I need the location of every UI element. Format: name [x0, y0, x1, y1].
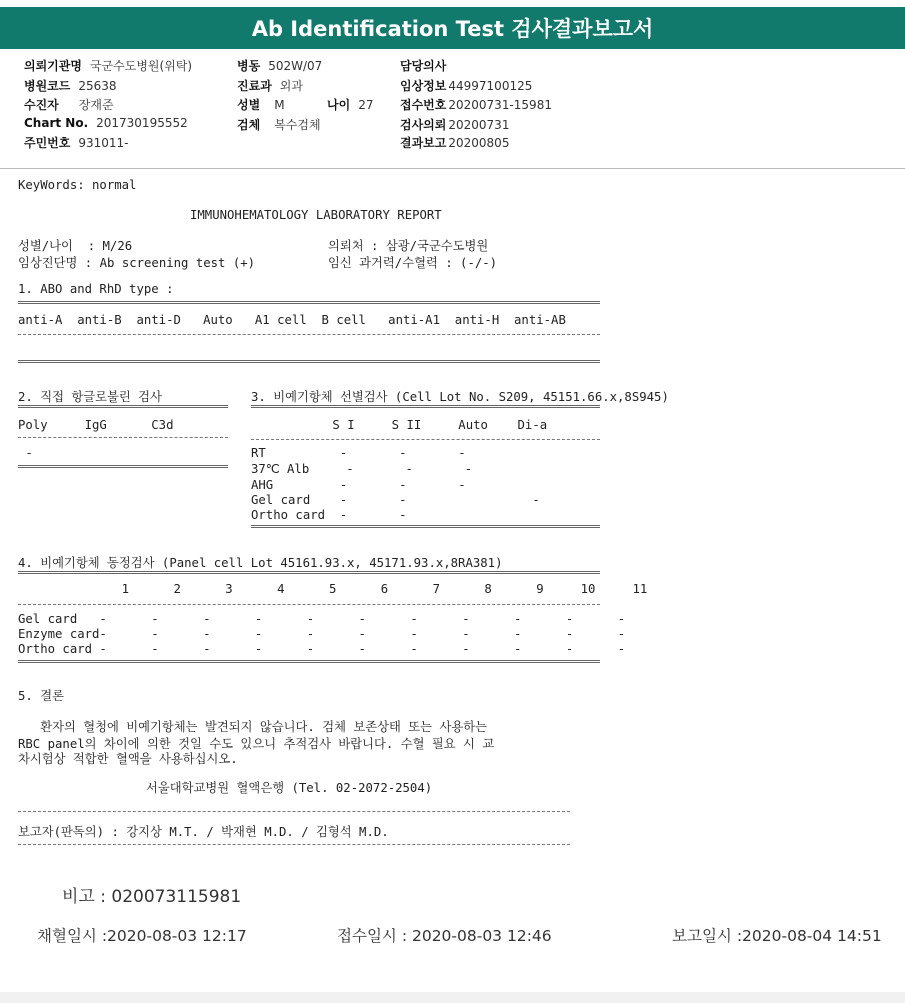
panel-row: Enzyme card- - - - - - - - - - -	[18, 627, 626, 641]
department-field: 진료과 외과	[237, 79, 303, 93]
screening-row: Gel card - - -	[251, 493, 540, 507]
bottom-strip	[0, 992, 905, 1003]
specimen-field: 검체 복수검체	[237, 118, 321, 132]
conclusion-title: 5. 결론	[18, 689, 64, 703]
patient-header	[0, 50, 905, 169]
dashed-rule	[18, 844, 570, 845]
double-rule	[18, 360, 600, 363]
panel-title: 4. 비예기항체 동정검사 (Panel cell Lot 45161.93.x, 45171.93.x,8RA381)	[18, 556, 503, 570]
dashed-rule	[251, 439, 600, 440]
collected-time: 채혈일시 :2020-08-03 12:17	[37, 927, 247, 945]
received-time: 접수일시 : 2020-08-03 12:46	[337, 927, 552, 945]
screening-header: S I S II Auto Di-a	[251, 418, 548, 432]
dat-header: Poly IgG C3d	[18, 418, 174, 432]
double-rule	[18, 301, 600, 304]
sex-field: 성별 M	[237, 98, 285, 112]
chart-no-field: Chart No. 201730195552	[24, 116, 188, 130]
dashed-rule	[18, 334, 600, 335]
screening-row: AHG - - -	[251, 478, 466, 492]
double-rule	[18, 660, 600, 663]
institution-field: 의뢰기관명 국군수도병원(위탁)	[24, 59, 193, 73]
requester-line: 의뢰처 : 삼광/국군수도병원	[328, 239, 489, 253]
screening-title: 3. 비예기항체 선별검사 (Cell Lot No. S209, 45151.66.x,8S945)	[251, 390, 669, 404]
reported-time: 보고일시 :2020-08-04 14:51	[672, 927, 882, 945]
report-title: Ab Identification Test 검사결과보고서	[0, 7, 905, 49]
reporter-line: 보고자(판독의) : 강지상 M.T. / 박재현 M.D. / 김형석 M.D.	[18, 825, 389, 839]
panel-row: Ortho card - - - - - - - - - - -	[18, 642, 626, 656]
conclusion-line: 차시험상 적합한 혈액을 사용하십시오.	[18, 752, 238, 766]
remark-line: 비고 : 020073115981	[62, 887, 242, 907]
age-field: 나이 27	[327, 98, 374, 112]
hospital-code-field: 병원코드 25638	[24, 79, 117, 93]
lab-report-body	[0, 169, 905, 992]
ward-field: 병동 502W/07	[237, 59, 323, 73]
panel-row: Gel card - - - - - - - - - - -	[18, 612, 626, 626]
resident-no-field: 주민번호 931011-	[24, 136, 129, 150]
dat-title: 2. 직접 항글로불린 검사	[18, 390, 162, 404]
abo-rhd-header: anti-A anti-B anti-D Auto A1 cell B cell anti-A1 anti-H anti-AB	[18, 313, 566, 327]
pregnancy-line: 임신 과거력/수혈력 : (-/-)	[328, 256, 498, 270]
report-date-field: 결과보고 20200805	[400, 136, 510, 150]
receipt-no-field: 접수번호 20200731-15981	[400, 98, 552, 112]
double-rule	[18, 465, 228, 468]
dashed-rule	[18, 437, 228, 438]
abo-rhd-title: 1. ABO and RhD type :	[18, 282, 174, 296]
recipient-field: 수진자 장재준	[24, 98, 114, 112]
double-rule	[251, 525, 600, 528]
double-rule	[18, 405, 228, 408]
conclusion-line: RBC panel의 차이에 의한 것일 수도 있으니 추적검사 바랍니다. 수혈 필요 시 교	[18, 737, 495, 751]
clinical-info-field: 임상정보 44997100125	[400, 79, 533, 93]
double-rule	[18, 571, 600, 574]
lab-report-title: IMMUNOHEMATOLOGY LABORATORY REPORT	[190, 208, 442, 222]
keywords-line: KeyWords: normal	[18, 178, 137, 192]
screening-row: 37℃ Alb - - -	[251, 462, 473, 476]
dat-result-row: -	[18, 446, 33, 460]
diagnosis-line: 임상진단명 : Ab screening test (+)	[18, 256, 256, 270]
conclusion-line: 환자의 혈청에 비예기항체는 발견되지 않습니다. 검체 보존상태 또는 사용하는	[18, 720, 487, 734]
doctor-field: 담당의사	[400, 59, 447, 73]
blood-bank-line: 서울대학교병원 혈액은행 (Tel. 02-2072-2504)	[146, 781, 433, 795]
dashed-rule	[18, 604, 600, 605]
request-date-field: 검사의뢰 20200731	[400, 118, 510, 132]
screening-row: Ortho card - -	[251, 508, 407, 522]
sex-age-line: 성별/나이 : M/26	[18, 239, 133, 253]
double-rule	[251, 405, 600, 408]
panel-header: 1 2 3 4 5 6 7 8 9 10 11	[18, 582, 648, 596]
screening-row: RT - - -	[251, 446, 466, 460]
dashed-rule	[18, 811, 570, 812]
